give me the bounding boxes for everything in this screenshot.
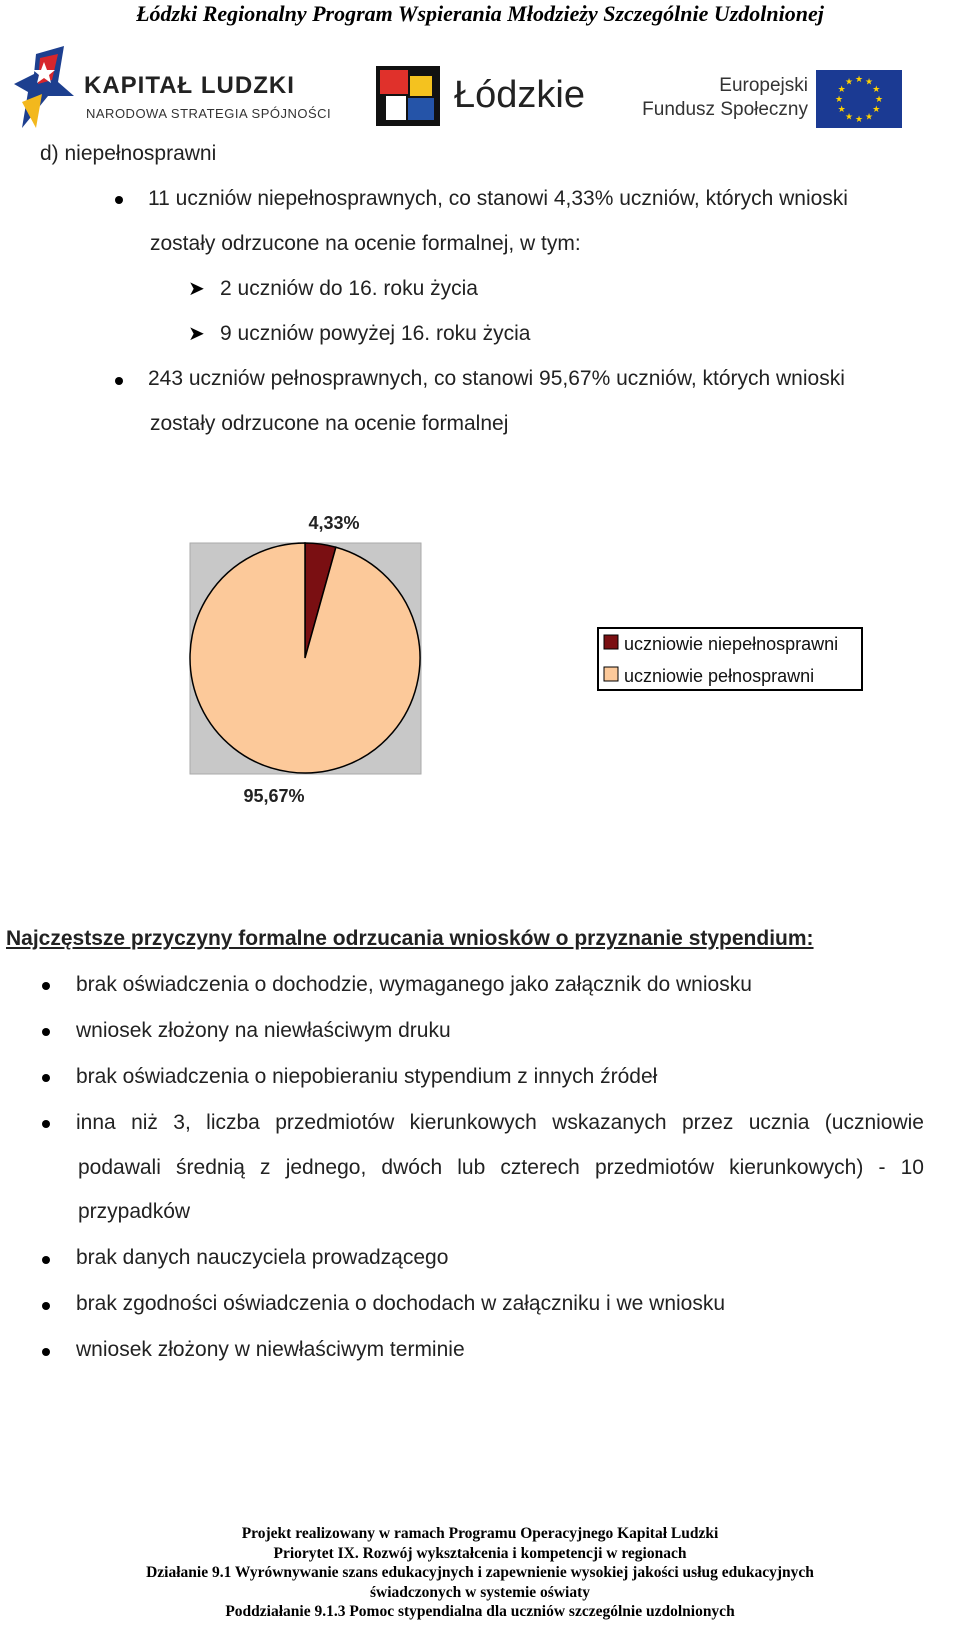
- arrow-bullet-icon: ➤: [188, 323, 205, 345]
- footer-line5: Poddziałanie 9.1.3 Pomoc stypendialna dla uczniów szczególnie uzdolnionych: [225, 1603, 735, 1620]
- bullet-icon: [42, 1074, 50, 1082]
- bullet-icon: [42, 1028, 50, 1036]
- eu-star-icon: ★: [864, 111, 874, 122]
- reasons-heading: Najczęstsze przyczyny formalne odrzucania wniosków o przyznanie stypendium:: [6, 927, 814, 950]
- reason-item-5: brak danych nauczyciela prowadzącego: [76, 1246, 449, 1269]
- eu-star-icon: ★: [864, 76, 874, 87]
- arrow-bullet-icon: ➤: [188, 278, 205, 300]
- legend-label-disabled: uczniowie niepełnosprawni: [624, 634, 839, 654]
- document-footer: [0, 1524, 960, 1622]
- efs-line2: Fundusz Społeczny: [642, 99, 808, 120]
- eu-star-icon: ★: [854, 74, 864, 84]
- reason-item-1: brak oświadczenia o dochodzie, wymaganego jako załącznik do wniosku: [76, 973, 752, 996]
- reason-item-4-line3: przypadków: [78, 1200, 191, 1223]
- kapital-ludzki-title: KAPITAŁ LUDZKI: [84, 72, 295, 99]
- bullet-icon: [42, 1256, 50, 1264]
- bullet1-line2: zostały odrzucone na ocenie formalnej, w tym:: [150, 232, 581, 255]
- eu-star-icon: ★: [872, 84, 881, 94]
- reason-item-4-line2: podawali średnią z jednego, dwóch lub czterech przedmiotów kierunkowych) - 10: [78, 1156, 924, 1179]
- legend-swatch-able: [604, 667, 618, 681]
- lodzkie-text: Łódzkie: [454, 74, 585, 116]
- legend-swatch-disabled: [604, 635, 618, 649]
- document-header-title: Łódzki Regionalny Program Wspierania Młodzieży Szczególnie Uzdolnionej: [136, 1, 824, 26]
- eu-star-icon: ★: [834, 94, 844, 104]
- bullet-icon: [42, 1302, 50, 1310]
- kapital-ludzki-subtitle: NARODOWA STRATEGIA SPÓJNOŚCI: [86, 106, 332, 121]
- footer-line1: Projekt realizowany w ramach Programu Operacyjnego Kapitał Ludzki: [241, 1525, 719, 1542]
- eu-star-icon: ★: [837, 104, 846, 114]
- pie-data-label-disabled: 4,33%: [308, 513, 360, 533]
- eu-star-icon: ★: [844, 76, 854, 87]
- reason-item-7: wniosek złożony w niewłaściwym terminie: [76, 1338, 465, 1361]
- footer-line3: Działanie 9.1 Wyrównywanie szans edukacyjnych i zapewnienie wysokiej jakości usług edukacyjnych: [146, 1564, 814, 1581]
- legend-label-able: uczniowie pełnosprawni: [624, 666, 815, 686]
- pie-data-label-able: 95,67%: [243, 786, 305, 806]
- eu-star-icon: ★: [837, 84, 846, 94]
- reason-item-4-line1: inna niż 3, liczba przedmiotów kierunkowych wskazanych przez ucznia (uczniowie: [76, 1111, 924, 1134]
- reason-item-2: wniosek złożony na niewłaściwym druku: [76, 1019, 451, 1042]
- section-d-heading: d) niepełnosprawni: [40, 142, 217, 165]
- eu-star-icon: ★: [854, 114, 864, 124]
- eu-star-icon: ★: [844, 111, 854, 122]
- efs-line1: Europejski: [719, 75, 808, 96]
- bullet1-sub1: 2 uczniów do 16. roku życia: [220, 277, 478, 300]
- bullet-icon: [42, 1348, 50, 1356]
- eu-star-icon: ★: [874, 94, 884, 104]
- bullet1-sub2: 9 uczniów powyżej 16. roku życia: [220, 322, 531, 345]
- bullet-icon: [42, 1120, 50, 1128]
- chart-legend: [598, 628, 862, 690]
- eu-star-icon: ★: [872, 104, 881, 114]
- bullet1-line1: 11 uczniów niepełnosprawnych, co stanowi 4,33% uczniów, których wnioski: [148, 187, 848, 210]
- bullet2-line1: 243 uczniów pełnosprawnych, co stanowi 95,67% uczniów, których wnioski: [148, 367, 845, 390]
- pie-slice-able: [190, 543, 420, 773]
- footer-line4: świadczonych w systemie oświaty: [370, 1583, 590, 1601]
- bullet2-line2: zostały odrzucone na ocenie formalnej: [150, 412, 509, 435]
- reason-item-3: brak oświadczenia o niepobieraniu stypendium z innych źródeł: [76, 1065, 658, 1088]
- reason-item-6: brak zgodności oświadczenia o dochodach w załączniku i we wniosku: [76, 1292, 726, 1315]
- bullet-icon: [42, 982, 50, 990]
- footer-line2: Priorytet IX. Rozwój wykształcenia i kompetencji w regionach: [273, 1544, 687, 1562]
